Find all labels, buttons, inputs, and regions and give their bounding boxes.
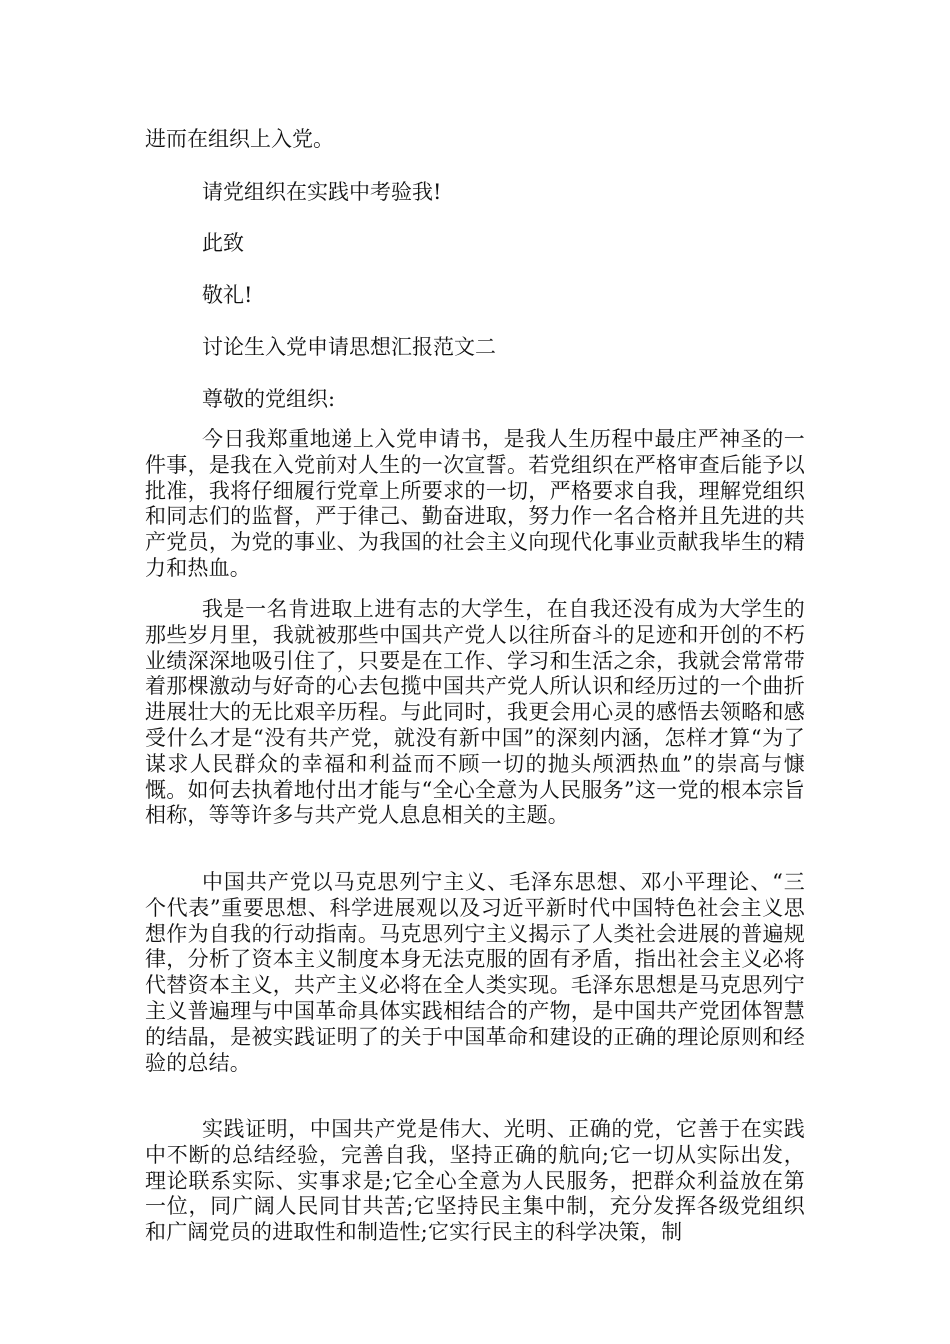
salutation-jingli: 敬礼! (202, 283, 253, 307)
paragraph-2: 我是一名肯进取上进有志的大学生，在自我还没有成为大学生的那些岁月里，我就被那些中国共产党人以往所奋斗的足迹和开创的不朽业绩深深地吸引住了，只要是在工作、学习和生活之余，我就会常常带着那棵激动与好奇的心去包揽中国共产党人所认识和经历过的一个曲折进展壮大的无比艰辛历程。与此同时，我更会用心灵的感悟去领略和感受什么才是“没有共产党，就没有新中国”的深刻内涵，怎样才算“为了谋求人民群众的幸福和利益而不顾一切的抛头颅洒热血”的崇高与慷慨。如何去执着地付出才能与“全心全意为人民服务”这一党的根本宗旨相称，等等许多与共产党人息息相关的主题。 (145, 597, 805, 828)
section-title: 讨论生入党申请思想汇报范文二 (202, 335, 496, 359)
request-test-line: 请党组织在实践中考验我! (202, 180, 442, 204)
greeting-line: 尊敬的党组织: (202, 387, 336, 411)
paragraph-1: 今日我郑重地递上入党申请书，是我人生历程中最庄严神圣的一件事，是我在入党前对人生的一次宣誓。若党组织在严格审查后能予以批准，我将仔细履行党章上所要求的一切，严格要求自我，理解党组织和同志们的监督，严于律己、勤奋进取，努力作一名合格并且先进的共产党员，为党的事业、为我国的社会主义向现代化事业贡献我毕生的精力和热血。 (145, 427, 805, 580)
paragraph-4: 实践证明，中国共产党是伟大、光明、正确的党，它善于在实践中不断的总结经验，完善自我，坚持正确的航向;它一切从实际出发，理论联系实际、实事求是;它全心全意为人民服务，把群众利益放在第一位，同广阔人民同甘共苦;它坚持民主集中制，充分发挥各级党组织和广阔党员的进取性和制造性;它实行民主的科学决策，制 (145, 1117, 805, 1245)
salutation-cizhi: 此致 (202, 231, 244, 255)
closing-line-join-party: 进而在组织上入党。 (145, 127, 334, 151)
paragraph-3: 中国共产党以马克思列宁主义、毛泽东思想、邓小平理论、“三个代表”重要思想、科学进展观以及习近平新时代中国特色社会主义思想作为自我的行动指南。马克思列宁主义揭示了人类社会进展的普遍规律，分析了资本主义制度本身无法克服的固有矛盾，指出社会主义必将代替资本主义，共产主义必将在全人类实现。毛泽东思想是马克思列宁主义普遍理与中国革命具体实践相结合的产物，是中国共产党团体智慧的结晶，是被实践证明了的关于中国革命和建设的正确的理论原则和经验的总结。 (145, 870, 805, 1075)
